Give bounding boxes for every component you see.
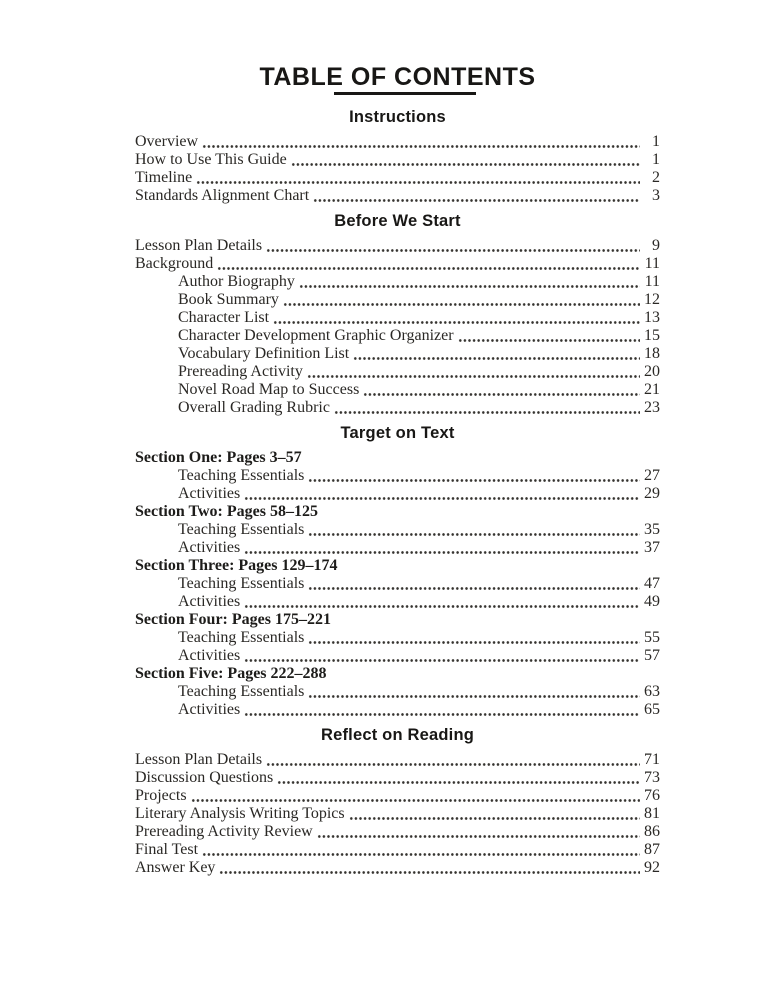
toc-entry	[135, 647, 660, 665]
toc-section	[135, 108, 660, 205]
entry-label: Teaching Essentials	[178, 628, 305, 646]
title-underline	[334, 92, 476, 95]
dot-leader	[202, 133, 640, 151]
entry-label: Overall Grading Rubric	[178, 398, 330, 416]
entry-page-number: 11	[644, 272, 660, 290]
toc-entry	[135, 187, 660, 205]
entry-page-number: 37	[644, 538, 660, 556]
entry-page-number: 65	[644, 700, 660, 718]
entry-label: Activities	[178, 700, 241, 718]
toc-entry	[135, 291, 660, 309]
dot-leader	[313, 187, 640, 205]
entry-label: Section Five: Pages 222–288	[135, 664, 327, 682]
entry-label: Novel Road Map to Success	[178, 380, 360, 398]
entry-label: Teaching Essentials	[178, 574, 305, 592]
dot-leader	[217, 255, 640, 273]
entry-page-number: 18	[644, 344, 660, 362]
entry-page-number: 47	[644, 574, 660, 592]
dot-leader	[308, 683, 640, 701]
dot-leader	[244, 593, 640, 611]
dot-leader	[244, 539, 640, 557]
toc-section	[135, 212, 660, 417]
entry-page-number: 13	[644, 308, 660, 326]
toc-entry	[135, 237, 660, 255]
dot-leader	[458, 327, 640, 345]
dot-leader	[266, 751, 640, 769]
toc-entry	[135, 309, 660, 327]
toc-section	[135, 424, 660, 719]
entry-label: Activities	[178, 646, 241, 664]
toc-entry	[135, 133, 660, 151]
dot-leader	[202, 841, 640, 859]
entry-page-number: 86	[644, 822, 660, 840]
dot-leader	[196, 169, 640, 187]
section-entries	[135, 751, 660, 877]
entry-label: Literary Analysis Writing Topics	[135, 804, 345, 822]
entry-page-number: 21	[644, 380, 660, 398]
dot-leader	[273, 309, 640, 327]
entry-page-number: 63	[644, 682, 660, 700]
toc-entry	[135, 151, 660, 169]
entry-label: Character List	[178, 308, 270, 326]
toc-entry	[135, 255, 660, 273]
dot-leader	[308, 467, 640, 485]
entry-page-number: 11	[644, 254, 660, 272]
dot-leader	[363, 381, 640, 399]
toc-entry	[135, 823, 660, 841]
entry-label: Discussion Questions	[135, 768, 274, 786]
entry-label: Activities	[178, 484, 241, 502]
toc-entry	[135, 787, 660, 805]
dot-leader	[266, 237, 640, 255]
entry-page-number: 23	[644, 398, 660, 416]
toc-entry	[135, 467, 660, 485]
entry-label: Teaching Essentials	[178, 520, 305, 538]
toc-entry	[135, 485, 660, 503]
dot-leader	[191, 787, 640, 805]
dot-leader	[299, 273, 640, 291]
entry-label: Standards Alignment Chart	[135, 186, 310, 204]
entry-page-number: 15	[644, 326, 660, 344]
toc-entry	[135, 859, 660, 877]
entry-page-number: 87	[644, 840, 660, 858]
dot-leader	[308, 521, 640, 539]
dot-leader	[283, 291, 640, 309]
dot-leader	[244, 701, 640, 719]
entry-page-number: 57	[644, 646, 660, 664]
toc-entry	[135, 539, 660, 557]
page-title: TABLE OF CONTENTS	[259, 63, 536, 91]
entry-label: Overview	[135, 132, 199, 150]
toc-entry	[135, 841, 660, 859]
toc-entry	[135, 327, 660, 345]
toc-entry	[135, 575, 660, 593]
entry-page-number: 76	[644, 786, 660, 804]
entry-label: Timeline	[135, 168, 193, 186]
toc-entry	[135, 399, 660, 417]
entry-label: Section Two: Pages 58–125	[135, 502, 318, 520]
toc-entry	[135, 273, 660, 291]
toc-entry	[135, 345, 660, 363]
entry-page-number: 49	[644, 592, 660, 610]
dot-leader	[308, 629, 640, 647]
toc-entry	[135, 557, 660, 575]
toc-entry	[135, 629, 660, 647]
toc-entry	[135, 521, 660, 539]
section-heading: Reflect on Reading	[320, 725, 475, 744]
section-entries	[135, 237, 660, 417]
section-heading: Target on Text	[340, 423, 455, 442]
entry-label: Activities	[178, 538, 241, 556]
entry-page-number: 20	[644, 362, 660, 380]
dot-leader	[277, 769, 640, 787]
entry-page-number: 81	[644, 804, 660, 822]
entry-label: Vocabulary Definition List	[178, 344, 350, 362]
entry-label: Prereading Activity	[178, 362, 303, 380]
entry-page-number: 35	[644, 520, 660, 538]
entry-page-number: 55	[644, 628, 660, 646]
entry-label: Teaching Essentials	[178, 466, 305, 484]
toc-sections	[135, 108, 660, 877]
dot-leader	[317, 823, 640, 841]
entry-page-number: 1	[652, 132, 660, 150]
entry-page-number: 2	[652, 168, 660, 186]
dot-leader	[307, 363, 640, 381]
entry-label: Section Four: Pages 175–221	[135, 610, 331, 628]
entry-label: Prereading Activity Review	[135, 822, 313, 840]
entry-label: Answer Key	[135, 858, 216, 876]
entry-label: Author Biography	[178, 272, 295, 290]
entry-page-number: 12	[644, 290, 660, 308]
toc-entry	[135, 665, 660, 683]
section-entries	[135, 449, 660, 719]
dot-leader	[291, 151, 640, 169]
entry-page-number: 29	[644, 484, 660, 502]
dot-leader	[244, 647, 640, 665]
entry-label: Final Test	[135, 840, 199, 858]
toc-entry	[135, 593, 660, 611]
entry-label: Activities	[178, 592, 241, 610]
dot-leader	[219, 859, 640, 877]
entry-page-number: 92	[644, 858, 660, 876]
entry-label: Lesson Plan Details	[135, 750, 263, 768]
entry-page-number: 73	[644, 768, 660, 786]
toc-section	[135, 726, 660, 877]
entry-page-number: 27	[644, 466, 660, 484]
entry-label: Section One: Pages 3–57	[135, 448, 302, 466]
entry-page-number: 9	[652, 236, 660, 254]
entry-label: How to Use This Guide	[135, 150, 287, 168]
entry-label: Book Summary	[178, 290, 279, 308]
section-heading: Before We Start	[334, 211, 461, 230]
entry-page-number: 1	[652, 150, 660, 168]
toc-entry	[135, 805, 660, 823]
entry-page-number: 3	[652, 186, 660, 204]
entry-label: Projects	[135, 786, 187, 804]
entry-page-number: 71	[644, 750, 660, 768]
dot-leader	[308, 575, 640, 593]
toc-entry	[135, 769, 660, 787]
entry-label: Lesson Plan Details	[135, 236, 263, 254]
section-heading: Instructions	[349, 107, 446, 126]
toc-entry	[135, 363, 660, 381]
entry-label: Section Three: Pages 129–174	[135, 556, 338, 574]
entry-label: Background	[135, 254, 214, 272]
toc-entry	[135, 169, 660, 187]
dot-leader	[353, 345, 640, 363]
dot-leader	[244, 485, 640, 503]
section-entries	[135, 133, 660, 205]
toc-entry	[135, 611, 660, 629]
toc-entry	[135, 449, 660, 467]
entry-label: Character Development Graphic Organizer	[178, 326, 454, 344]
dot-leader	[349, 805, 640, 823]
toc-entry	[135, 683, 660, 701]
toc-entry	[135, 503, 660, 521]
toc-entry	[135, 701, 660, 719]
entry-label: Teaching Essentials	[178, 682, 305, 700]
toc-entry	[135, 381, 660, 399]
toc-entry	[135, 751, 660, 769]
dot-leader	[334, 399, 640, 417]
